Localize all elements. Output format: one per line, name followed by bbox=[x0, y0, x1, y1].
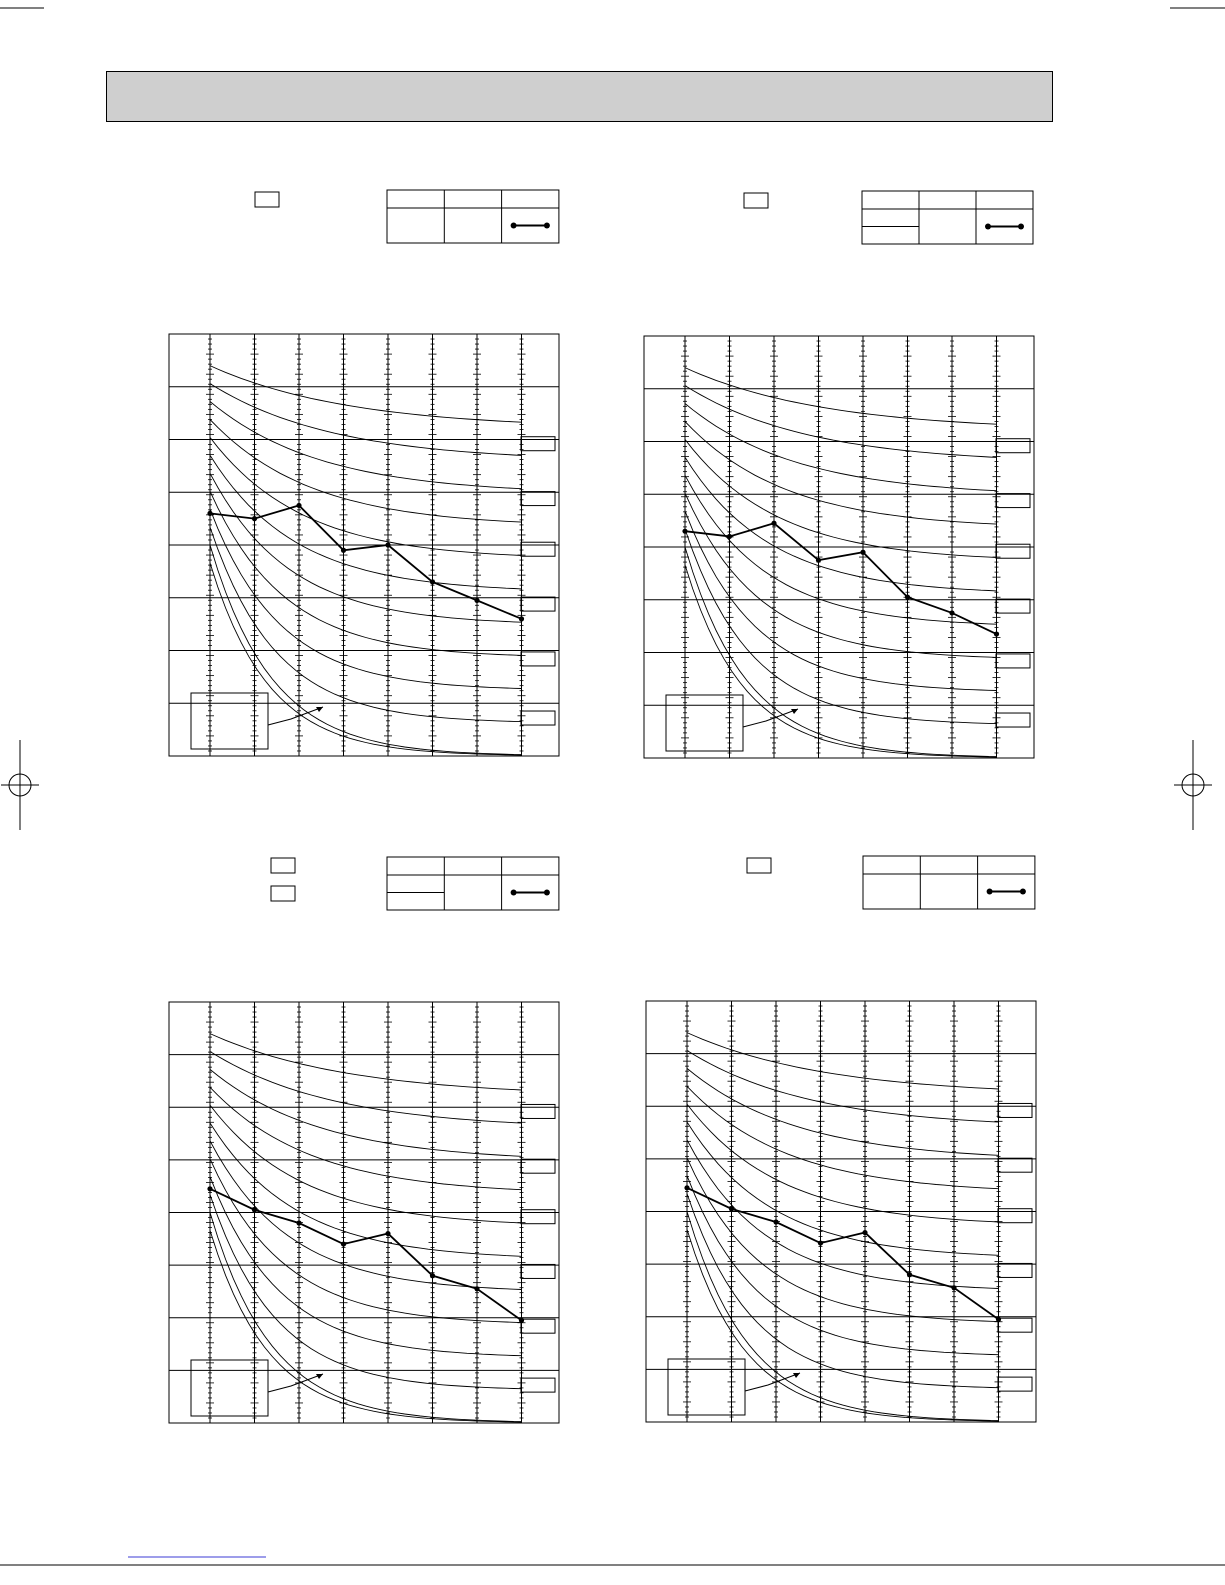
legend-table-top-left bbox=[387, 190, 559, 243]
chart-data-point bbox=[296, 1220, 301, 1225]
chart-reference-curve bbox=[685, 565, 997, 757]
chart-reference-curve bbox=[687, 1158, 999, 1322]
chart-data-point bbox=[252, 516, 257, 521]
chart-data-point bbox=[252, 1207, 257, 1212]
chart-reference-curve bbox=[210, 563, 522, 755]
chart-data-point bbox=[951, 1285, 956, 1290]
legend-table-frame bbox=[387, 857, 559, 910]
chart-reference-curve bbox=[210, 527, 522, 722]
chart-reference-curve bbox=[685, 439, 997, 557]
chart-data-point bbox=[207, 1186, 212, 1191]
chart-series-line bbox=[210, 505, 522, 618]
registration-mark-icon bbox=[1, 740, 39, 830]
curve-label-box bbox=[996, 599, 1030, 613]
chart-data-point bbox=[684, 1185, 689, 1190]
legend-dot-start bbox=[987, 889, 993, 895]
chart-data-point bbox=[430, 579, 435, 584]
curve-label-box bbox=[998, 1158, 1032, 1172]
chart-reference-curve bbox=[687, 1229, 999, 1421]
legend-dot-line-icon bbox=[511, 223, 550, 229]
legend-dot-line-icon bbox=[985, 224, 1024, 230]
chart-data-point bbox=[771, 521, 776, 526]
chart-reference-curve bbox=[210, 1230, 522, 1422]
chart-reference-curve bbox=[210, 1141, 522, 1290]
chart-data-point bbox=[474, 1286, 479, 1291]
chart-data-point bbox=[474, 598, 479, 603]
caption-box bbox=[271, 858, 295, 873]
legend-dot-end bbox=[544, 890, 550, 896]
chart-data-point bbox=[860, 550, 865, 555]
chart-reference-curve bbox=[210, 420, 522, 523]
chart-bottom-left bbox=[169, 1002, 559, 1423]
curve-label-box bbox=[521, 1159, 555, 1173]
chart-reference-curve bbox=[685, 529, 997, 724]
chart-reference-curve bbox=[210, 1105, 522, 1223]
legend-table-frame bbox=[863, 856, 1035, 909]
chart-data-point bbox=[907, 1272, 912, 1277]
chart-top-left bbox=[169, 334, 559, 756]
chart-data-point bbox=[207, 511, 212, 516]
chart-data-point bbox=[816, 558, 821, 563]
curve-label-box bbox=[521, 711, 555, 725]
chart-data-point bbox=[341, 1241, 346, 1246]
chart-reference-curve bbox=[210, 545, 522, 755]
chart-reference-curve bbox=[210, 437, 522, 555]
chart-top-right bbox=[644, 336, 1034, 758]
curve-label-box bbox=[998, 1103, 1032, 1117]
chart-reference-curve bbox=[210, 1087, 522, 1189]
curve-label-box bbox=[996, 654, 1030, 668]
curve-label-box bbox=[521, 492, 555, 506]
registration-mark-icon bbox=[1174, 740, 1212, 830]
chart-reference-curve bbox=[210, 1213, 522, 1422]
legend-dot-end bbox=[1020, 889, 1026, 895]
chart-reference-curve bbox=[210, 1159, 522, 1323]
chart-data-point bbox=[729, 1206, 734, 1211]
chart-data-point bbox=[519, 1318, 524, 1323]
curve-label-box bbox=[998, 1318, 1032, 1332]
chart-data-point bbox=[994, 631, 999, 636]
curve-label-box bbox=[521, 1104, 555, 1118]
chart-data-point bbox=[385, 1231, 390, 1236]
curve-label-box bbox=[996, 439, 1030, 453]
chart-data-point bbox=[519, 616, 524, 621]
chart-data-point bbox=[296, 503, 301, 508]
caption-box bbox=[744, 193, 768, 208]
chart-reference-curve bbox=[687, 1176, 999, 1355]
chart-data-point bbox=[905, 595, 910, 600]
legend-table-frame bbox=[387, 190, 559, 243]
curve-label-box bbox=[521, 437, 555, 451]
legend-dot-start bbox=[511, 223, 517, 229]
chart-reference-curve bbox=[685, 511, 997, 690]
curve-label-box bbox=[521, 1319, 555, 1333]
chart-reference-curve bbox=[685, 475, 997, 624]
caption-box bbox=[747, 858, 771, 873]
chart-reference-curve bbox=[687, 1140, 999, 1289]
curve-label-box bbox=[998, 1263, 1032, 1277]
chart-reference-curve bbox=[210, 491, 522, 655]
chart-reference-curve bbox=[687, 1212, 999, 1421]
chart-data-point bbox=[773, 1219, 778, 1224]
chart-data-point bbox=[818, 1240, 823, 1245]
caption-box bbox=[255, 192, 279, 207]
chart-data-point bbox=[727, 534, 732, 539]
curve-label-box bbox=[998, 1377, 1032, 1391]
legend-dot-end bbox=[1018, 224, 1024, 230]
legend-dot-end bbox=[544, 223, 550, 229]
chart-bottom-right bbox=[646, 1001, 1036, 1422]
chart-data-point bbox=[341, 548, 346, 553]
curve-label-box bbox=[996, 713, 1030, 727]
legend-table-top-right bbox=[862, 191, 1033, 244]
chart-reference-curve bbox=[685, 547, 997, 757]
curve-label-box bbox=[521, 597, 555, 611]
chart-reference-curve bbox=[685, 422, 997, 525]
legend-dot-start bbox=[985, 224, 991, 230]
chart-reference-curve bbox=[685, 493, 997, 657]
curve-label-box bbox=[996, 494, 1030, 508]
legend-dot-line-icon bbox=[987, 889, 1026, 895]
caption-box bbox=[271, 886, 295, 901]
curve-label-box bbox=[521, 1264, 555, 1278]
legend-table-bottom-right bbox=[863, 856, 1035, 909]
chart-data-point bbox=[430, 1273, 435, 1278]
chart-data-point bbox=[862, 1230, 867, 1235]
curve-label-box bbox=[521, 652, 555, 666]
curve-label-box bbox=[521, 1210, 555, 1224]
legend-table-bottom-left bbox=[387, 857, 559, 910]
chart-data-point bbox=[682, 529, 687, 534]
curve-label-box bbox=[521, 542, 555, 556]
legend-dot-line-icon bbox=[511, 890, 550, 896]
curve-label-box bbox=[521, 1378, 555, 1392]
chart-data-point bbox=[949, 610, 954, 615]
curve-label-box bbox=[996, 544, 1030, 558]
legend-table-frame bbox=[862, 191, 1033, 244]
chart-reference-curve bbox=[687, 1086, 999, 1188]
curve-label-box bbox=[998, 1209, 1032, 1223]
chart-reference-curve bbox=[687, 1104, 999, 1222]
legend-dot-start bbox=[511, 890, 517, 896]
chart-data-point bbox=[385, 542, 390, 547]
chart-reference-curve bbox=[210, 1177, 522, 1356]
chart-data-point bbox=[996, 1317, 1001, 1322]
